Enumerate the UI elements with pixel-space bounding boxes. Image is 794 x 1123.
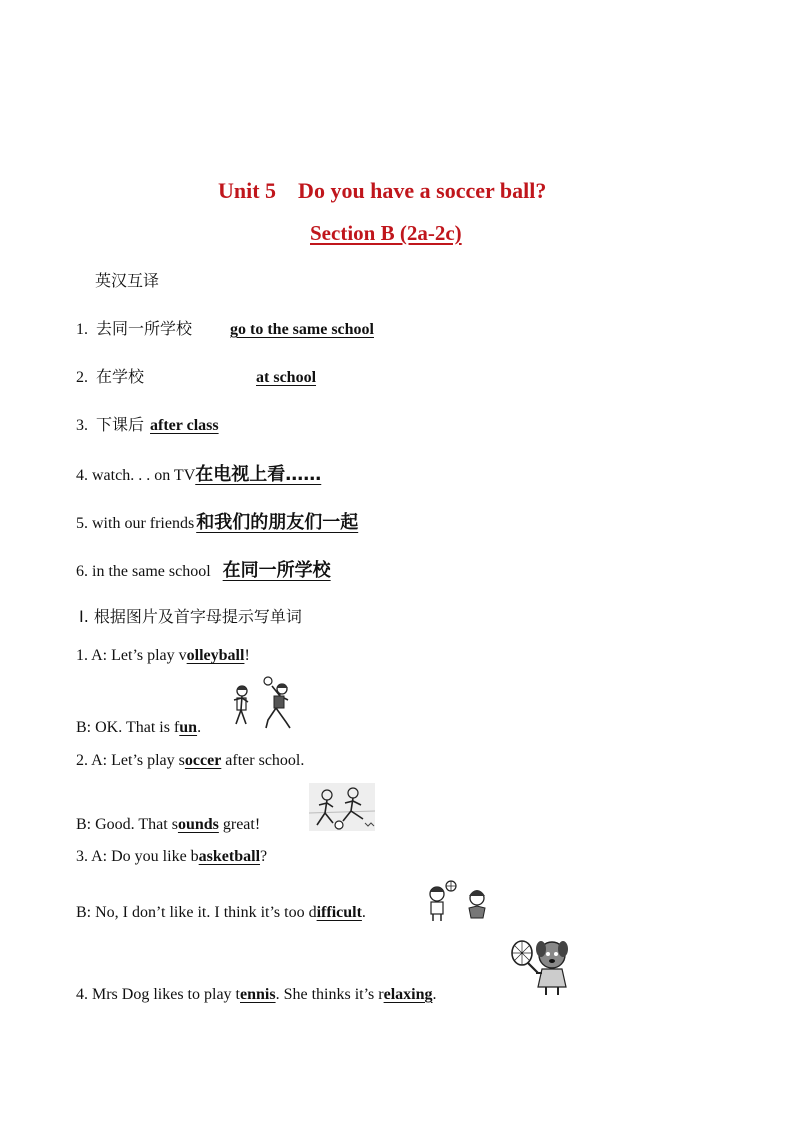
question-text: B: OK. That is f [76,719,180,736]
question-answer: occer [184,752,222,769]
page-title: Unit 5 Do you have a soccer ball? [218,178,547,203]
item-number: 3. [76,417,88,434]
basketball-kids-illustration [425,880,493,922]
question-text-end: ! [244,647,250,664]
item-prompt: in the same school [92,563,211,580]
question-text: 1. A: Let’s play v [76,647,187,664]
question-text-end: . [361,904,366,921]
translation-item-3 [76,412,219,435]
item-number: 6. [76,563,88,580]
question-answer-1: ennis [240,986,276,1003]
question-answer: asketball [198,848,261,865]
item-answer: go to the same school [230,321,374,338]
translation-item-5 [76,508,358,534]
question-2b [76,816,260,834]
translation-heading: 英汉互译 [95,271,160,290]
question-text-end: . [197,719,202,736]
question-4 [76,986,436,1004]
item-number: 2. [76,369,88,386]
item-prompt: 下课后 [96,415,145,434]
translation-item-2 [76,364,316,387]
question-text-end: after school. [221,752,305,769]
question-text-end: great! [218,816,261,833]
question-text-end: ? [260,848,268,865]
exercise-heading: Ⅰ. 根据图片及首字母提示写单词 [79,607,302,626]
item-prompt: with our friends [92,515,195,532]
item-answer: after class [150,417,219,434]
item-number: 4. [76,467,88,484]
question-answer: un [179,719,198,736]
tennis-dog-illustration [508,937,574,999]
question-answer: ounds [177,816,219,833]
item-answer: at school [256,369,317,386]
question-3a [76,848,267,866]
question-text: B: Good. That s [76,816,178,833]
question-1a [76,647,250,665]
question-3b [76,904,366,922]
question-text: 4. Mrs Dog likes to play t [76,986,240,1003]
item-prompt: 在学校 [96,367,145,386]
question-2a [76,752,304,770]
item-number: 5. [76,515,88,532]
translation-item-6 [76,556,331,582]
question-1b [76,719,201,737]
section-subtitle: Section B (2a-2c) [310,221,462,245]
question-text: B: No, I don’t like it. I think it’s too d [76,904,317,921]
item-answer: 在电视上看…… [195,464,322,485]
translation-item-1 [76,316,374,339]
translation-item-4 [76,460,321,486]
item-answer: 在同一所学校 [222,560,331,581]
question-answer: olleyball [186,647,245,664]
question-answer-2: elaxing [383,986,433,1003]
item-number: 1. [76,321,88,338]
question-text: 2. A: Let’s play s [76,752,185,769]
question-text: 3. A: Do you like b [76,848,199,865]
item-prompt: watch. . . on TV [92,467,196,484]
item-answer: 和我们的朋友们一起 [196,512,359,533]
volleyball-players-illustration [228,676,300,732]
question-answer: ifficult [316,904,362,921]
item-prompt: 去同一所学校 [96,319,193,338]
question-text-mid: . She thinks it’s r [275,986,384,1003]
soccer-players-illustration [309,783,375,831]
question-text-end: . [432,986,437,1003]
